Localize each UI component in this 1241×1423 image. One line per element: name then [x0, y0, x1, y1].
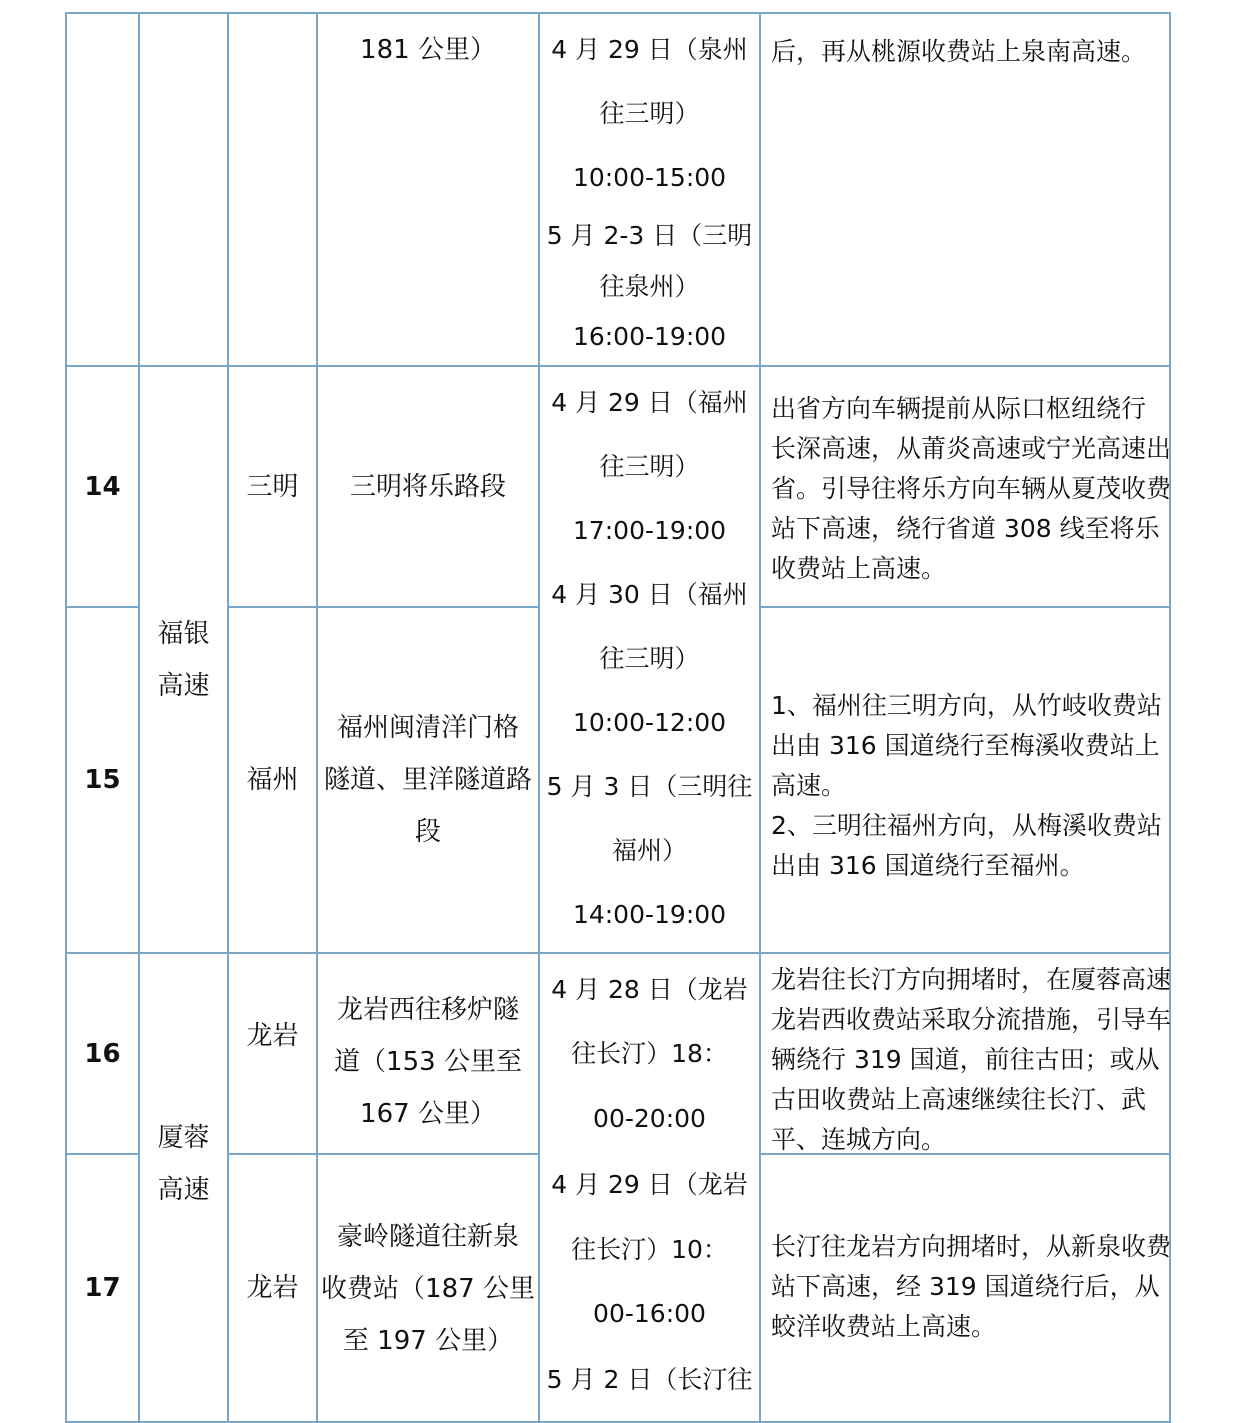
row13-time-cell	[538, 12, 761, 367]
time-line: 4 月 29 日（福州	[551, 388, 748, 417]
note-line: 长汀往龙岩方向拥堵时，从新泉收费	[771, 1232, 1172, 1261]
note-line: 后，再从桃源收费站上泉南高速。	[771, 37, 1147, 66]
time-line: 往长汀）18：	[571, 1039, 728, 1068]
note-line: 长深高速，从莆炎高速或宁光高速出	[771, 434, 1172, 463]
time-line: 4 月 28 日（龙岩	[551, 975, 748, 1004]
row17-note	[771, 1227, 1171, 1347]
section-line: 豪岭隧道往新泉	[336, 1222, 519, 1252]
row-number: 17	[84, 1273, 121, 1303]
section-line: 167 公里）	[360, 1099, 496, 1129]
row13-road-cell	[138, 12, 229, 367]
time-line: 5 月 2-3 日（三明	[546, 221, 753, 250]
note-line: 龙岩往长汀方向拥堵时，在厦蓉高速	[771, 965, 1172, 994]
section-line: 道（153 公里至	[334, 1047, 522, 1077]
road-name	[157, 608, 209, 712]
city-name: 三明	[246, 471, 299, 502]
note-line: 高速。	[771, 771, 847, 800]
note-line: 站下高速，经 319 国道绕行后，从	[771, 1272, 1160, 1301]
section-name	[318, 984, 538, 1140]
row16-city-cell	[227, 952, 318, 1155]
xiarong-time-cell	[538, 952, 761, 1423]
row14-num-cell	[65, 365, 140, 608]
note-line: 龙岩西收费站采取分流措施，引导车	[771, 1005, 1172, 1034]
row14-section-cell	[316, 365, 540, 608]
xiarong-time-text	[540, 958, 759, 1414]
section-name	[324, 702, 532, 858]
row16-num-cell	[65, 952, 140, 1155]
fuyin-time-text	[540, 371, 759, 947]
time-line: 10:00-15:00	[572, 163, 727, 192]
time-line: 往三明）	[599, 99, 700, 128]
row17-city-cell	[227, 1153, 318, 1423]
section-line: 收费站（187 公里	[321, 1274, 535, 1304]
road-line: 高速	[157, 670, 210, 701]
time-line: 往三明）	[599, 644, 700, 673]
time-line: 16:00-19:00	[572, 322, 727, 351]
time-line: 往三明）	[599, 452, 700, 481]
section-line: 隧道、里洋隧道路	[323, 765, 532, 795]
row16-note	[771, 960, 1171, 1160]
row17-note-cell	[759, 1153, 1171, 1423]
time-line: 往长汀）10：	[571, 1235, 728, 1264]
time-line: 4 月 30 日（福州	[551, 580, 748, 609]
city-name: 福州	[246, 765, 299, 795]
section-name	[318, 1211, 538, 1367]
note-line: 出省方向车辆提前从际口枢纽绕行	[771, 394, 1147, 423]
note-line: 1、福州往三明方向，从竹岐收费站	[771, 691, 1162, 720]
row15-note-cell	[759, 606, 1171, 954]
section-line: 段	[414, 817, 441, 847]
time-line: 00-16:00	[593, 1299, 706, 1328]
section-line: 至 197 公里）	[342, 1326, 514, 1356]
row14-city-cell	[227, 365, 318, 608]
road-line: 厦蓉	[157, 1123, 210, 1153]
row15-section-cell	[316, 606, 540, 954]
row16-note-cell	[759, 952, 1171, 1155]
note-line: 古田收费站上高速继续往长汀、武	[771, 1085, 1147, 1114]
row13-note	[771, 32, 1146, 72]
row15-note	[771, 686, 1162, 886]
time-line: 4 月 29 日（泉州	[551, 35, 748, 64]
row14-note	[771, 389, 1171, 589]
note-line: 收费站上高速。	[771, 554, 947, 583]
city-name: 龙岩	[246, 1021, 299, 1051]
time-line: 00-20:00	[593, 1104, 706, 1133]
note-line: 平、连城方向。	[771, 1125, 947, 1154]
row13-road-length: 181 公里）	[360, 35, 496, 65]
note-line: 2、三明往福州方向，从梅溪收费站	[771, 811, 1162, 840]
note-line: 站下高速，绕行省道 308 线至将乐	[771, 514, 1160, 543]
row13-city-cell	[227, 12, 318, 367]
row14-note-cell	[759, 365, 1171, 608]
road-line: 高速	[157, 1175, 210, 1205]
row-number: 14	[84, 471, 121, 502]
note-line: 辆绕行 319 国道，前往古田；或从	[771, 1045, 1160, 1074]
fuyin-time-cell	[538, 365, 761, 954]
time-line: 福州）	[611, 836, 687, 865]
row16-section-cell	[316, 952, 540, 1155]
row17-num-cell	[65, 1153, 140, 1423]
row-number: 15	[84, 765, 121, 795]
time-line: 5 月 2 日（长汀往	[546, 1365, 753, 1394]
row13-num-cell	[65, 12, 140, 367]
fuyin-road-cell	[138, 365, 229, 954]
row-number: 16	[84, 1038, 121, 1069]
time-line: 10:00-12:00	[572, 708, 727, 737]
row15-num-cell	[65, 606, 140, 954]
time-line: 5 月 3 日（三明往	[546, 772, 753, 801]
section-line: 龙岩西往移炉隧	[336, 995, 519, 1025]
row15-city-cell	[227, 606, 318, 954]
row13-section-cell	[316, 12, 540, 367]
note-line: 出由 316 国道绕行至梅溪收费站上	[771, 731, 1160, 760]
time-line: 4 月 29 日（龙岩	[551, 1170, 748, 1199]
city-name: 龙岩	[246, 1273, 299, 1303]
xiarong-road-cell	[138, 952, 229, 1423]
road-name	[140, 1112, 227, 1216]
note-line: 出由 316 国道绕行至福州。	[771, 851, 1085, 880]
road-line: 福银	[157, 618, 210, 649]
note-line: 蛟洋收费站上高速。	[771, 1312, 997, 1341]
row13-time-text	[540, 18, 759, 362]
row13-note-cell	[759, 12, 1171, 367]
row17-section-cell	[316, 1153, 540, 1423]
time-line: 14:00-19:00	[572, 900, 727, 929]
time-line: 往泉州）	[599, 272, 700, 301]
section-name: 三明将乐路段	[349, 471, 506, 502]
note-line: 省。引导往将乐方向车辆从夏茂收费	[771, 474, 1172, 503]
time-line: 17:00-19:00	[572, 516, 727, 545]
section-line: 福州闽清洋门格	[336, 713, 519, 743]
